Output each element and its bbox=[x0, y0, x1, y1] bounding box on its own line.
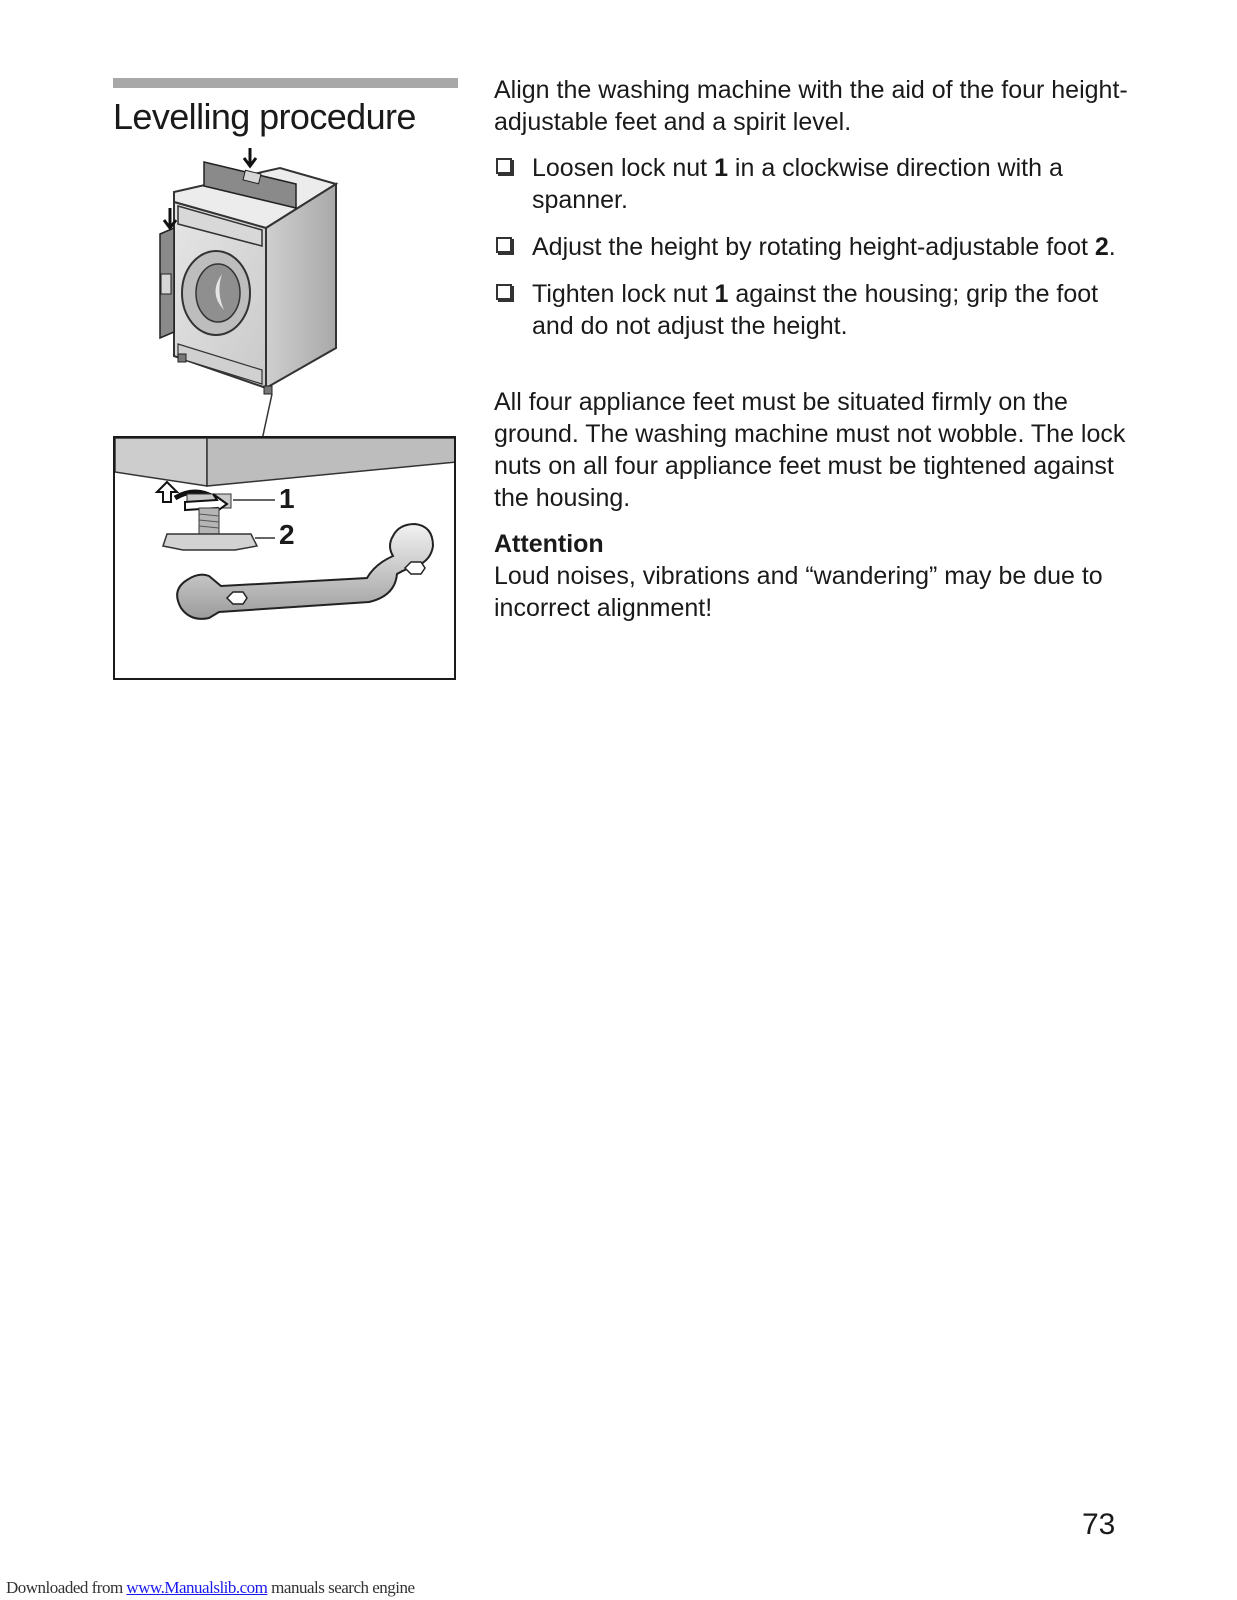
label-lock-nut: 1 bbox=[279, 483, 295, 514]
checkbox-bullet-icon bbox=[496, 158, 512, 174]
foot-detail-illustration bbox=[113, 436, 456, 680]
manualslib-link[interactable]: www.Manualslib.com bbox=[126, 1578, 268, 1597]
attention-heading: Attention bbox=[494, 530, 604, 558]
section-rule bbox=[113, 78, 458, 88]
page-number: 73 bbox=[1082, 1508, 1116, 1541]
step-item: Tighten lock nut 1 against the housing; grip the foot and do not adjust the height. bbox=[494, 278, 1134, 342]
instructions-column bbox=[494, 74, 1134, 624]
checkbox-bullet-icon bbox=[496, 284, 512, 300]
attention-text: Loud noises, vibrations and “wandering” may be due to incorrect alignment! bbox=[494, 562, 1103, 622]
section-title: Levelling procedure bbox=[113, 96, 416, 137]
step-item: Loosen lock nut 1 in a clockwise direction with a spanner. bbox=[494, 152, 1134, 216]
step-item: Adjust the height by rotating height-adjustable foot 2. bbox=[494, 231, 1134, 263]
label-foot: 2 bbox=[279, 519, 295, 550]
download-footer: Downloaded from www.Manualslib.com manuals search engine bbox=[6, 1578, 415, 1597]
washing-machine-illustration bbox=[140, 148, 380, 440]
checkbox-bullet-icon bbox=[496, 237, 512, 253]
intro-text: Align the washing machine with the aid of the four height-adjustable feet and a spirit level. bbox=[494, 76, 1128, 136]
steps-list bbox=[494, 152, 1134, 342]
feet-paragraph: All four appliance feet must be situated firmly on the ground. The washing machine must not wobble. The lock nuts on all four appliance feet must be tightened against the housing. bbox=[494, 388, 1126, 512]
